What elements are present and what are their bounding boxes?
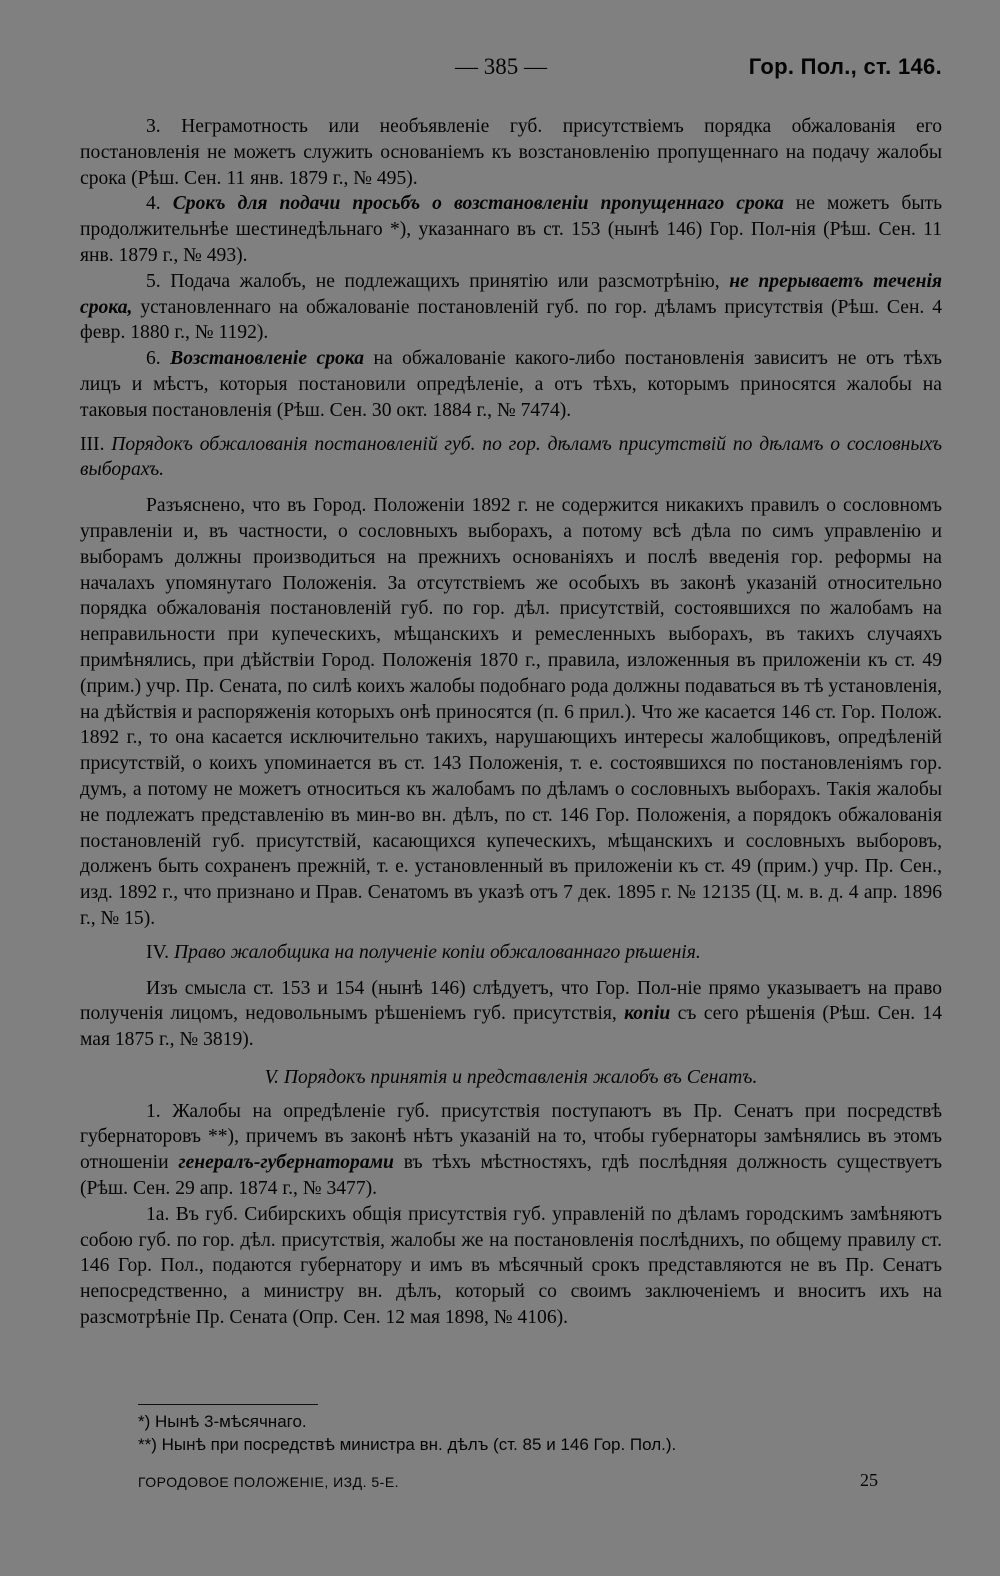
printer-signature: ГОРОДОВОЕ ПОЛОЖЕНІЕ, ИЗД. 5-Е. bbox=[138, 1474, 400, 1490]
paragraph-4: 4. Срокъ для подачи просьбъ о возстановленіи пропущеннаго срока не можетъ быть продолжительнѣе шестинедѣльнаго *), указаннаго въ ст. 153 (нынѣ 146) Гор. Пол-нія (Рѣш. Сен. 11 янв. 1879 г., № 493). bbox=[80, 193, 943, 266]
section-4-heading: IV. Право жалобщика на полученіе копіи обжалованнаго рѣшенія. bbox=[146, 941, 701, 963]
paragraph-6: 6. Возстановленіе срока на обжалованіе какого-либо постановленія зависитъ не отъ тѣхъ лицъ и мѣстъ, которыя постановили опредѣленіе, а отъ тѣхъ, которымъ приносятся жалобы на таковыя постановленія (Рѣш. Сен. 30 окт. 1884 г., № 7474). bbox=[80, 348, 943, 421]
section-3-text: Разъяснено, что въ Город. Положеніи 1892 г. не содержится никакихъ правилъ о сословномъ управленіи и, въ частности, о сословныхъ выборахъ, а потому всѣ дѣла по симъ управленію и выборамъ должны производиться на прежнихъ основаніяхъ и послѣ введенія гор. реформы на началахъ упомянутаго Положенія. За отсутствіемъ же особыхъ въ законѣ указаній относительно порядка обжалованія постановленій губ. по гор. дѣл. присутствій, состоявшихся по жалобамъ на неправильности при купеческихъ, мѣщанскихъ и ремесленныхъ выборахъ, въ такихъ случаяхъ примѣнялись, при дѣйствіи Город. Положенія 1870 г., правила, изложенныя въ приложеніи къ ст. 49 (прим.) учр. Пр. Сената, по силѣ коихъ жалобы подобнаго рода должны подаваться въ тѣ установленія, на дѣйствія и распоряженія которыхъ онѣ приносятся (п. 6 прил.). Что же касается 146 ст. Гор. Полож. 1892 г., то она касается исключительно такихъ, нарушающихъ интересы жалобщиковъ, опредѣленій присутствій, о коихъ упоминается въ ст. 143 Положенія, т. е. состоявшихся по постановленіямъ гор. думъ, а потому не можетъ относиться къ жалобамъ по дѣламъ о сословныхъ выборахъ. Такія жалобы не подлежатъ представленію въ мин-во вн. дѣлъ, по ст. 146 Гор. Положенія, а порядокъ обжалованія постановленій губ. присутствій, касающихся купеческихъ, мѣщанскихъ и сословныхъ выборовъ, долженъ быть сохраненъ прежній, т. е. установленный въ приложеніи къ ст. 49 (прим.) учр. Пр. Сен., изд. 1892 г., что признано и Прав. Сенатомъ въ указѣ отъ 7 дек. 1895 г. № 12135 (Ц. м. в. д. 4 апр. 1896 г., № 15). bbox=[80, 495, 942, 929]
footnote-2: **) Нынѣ при посредствѣ министра вн. дѣлъ (ст. 85 и 146 Гор. Пол.). bbox=[138, 1435, 677, 1454]
footnote-1: *) Нынѣ 3-мѣсячнаго. bbox=[138, 1412, 307, 1431]
footnotes bbox=[138, 1410, 938, 1456]
sheet-number: 25 bbox=[860, 1470, 878, 1490]
page-footer bbox=[138, 1470, 878, 1498]
paragraph-5: 5. Подача жалобъ, не подлежащихъ принятію или разсмотрѣнію, не прерываетъ теченія срока, установленнаго на обжалованіе постановленій губ. по гор. дѣламъ присутствія (Рѣш. Сен. 4 февр. 1880 г., № 1192). bbox=[80, 270, 942, 344]
page-header bbox=[0, 52, 1000, 92]
page-body bbox=[80, 114, 942, 1331]
footnote-divider bbox=[138, 1404, 318, 1405]
section-5-heading: V. Порядокъ принятія и представленія жалобъ въ Сенатъ. bbox=[264, 1066, 758, 1088]
emphasis: Возстановленіе срока bbox=[170, 348, 365, 370]
section-3-heading: III. Порядокъ обжалованія постановленій губ. по гор. дѣламъ присутствій по дѣламъ о сословныхъ выборахъ. bbox=[80, 433, 942, 481]
emphasis: копіи bbox=[624, 1003, 671, 1025]
page-number: — 385 — bbox=[455, 54, 547, 79]
running-head-reference: Гор. Пол., ст. 146. bbox=[748, 54, 942, 79]
section-5-paragraph-1: 1. Жалобы на опредѣленіе губ. присутствія поступаютъ въ Пр. Сенатъ при посредствѣ губернаторовъ **), причемъ въ законѣ нѣтъ указаній на то, чтобы губернаторы замѣнялись въ этомъ отношеніи генералъ-губернаторами въ тѣхъ мѣстностяхъ, гдѣ послѣдняя должность существуетъ (Рѣш. Сен. 29 апр. 1874 г., № 3477). bbox=[80, 1100, 943, 1200]
section-4-text: Изъ смысла ст. 153 и 154 (нынѣ 146) слѣдуетъ, что Гор. Пол-ніе прямо указываетъ на право полученія лицомъ, недовольнымъ рѣшеніемъ губ. присутствія, копіи съ сего рѣшенія (Рѣш. Сен. 14 мая 1875 г., № 3819). bbox=[80, 977, 942, 1051]
section-5-paragraph-1a: 1а. Въ губ. Сибирскихъ общія присутствія губ. управленій по дѣламъ городскимъ замѣняютъ собою губ. по гор. дѣл. присутствія, жалобы же на постановленія послѣднихъ, по общему правилу ст. 146 Гор. Пол., подаются губернатору и имъ въ мѣсячный срокъ представляются не въ Пр. Сенатъ непосредственно, а министру вн. дѣлъ, который со своимъ заключеніемъ и вноситъ ихъ на разсмотрѣніе Пр. Сената (Опр. Сен. 12 мая 1898, № 4106). bbox=[80, 1203, 942, 1329]
emphasis: не прерываетъ теченія срока, bbox=[80, 270, 942, 318]
emphasis: генералъ-губернаторами bbox=[178, 1152, 394, 1174]
emphasis: Срокъ для подачи просьбъ о возстановленіи пропущеннаго срока bbox=[172, 193, 784, 215]
paragraph-3: 3. Неграмотность или необъявленіе губ. присутствіемъ порядка обжалованія его постановленія не можетъ служить основаніемъ къ возстановленію пропущеннаго на подачу жалобы срока (Рѣш. Сен. 11 янв. 1879 г., № 495). bbox=[80, 116, 942, 189]
